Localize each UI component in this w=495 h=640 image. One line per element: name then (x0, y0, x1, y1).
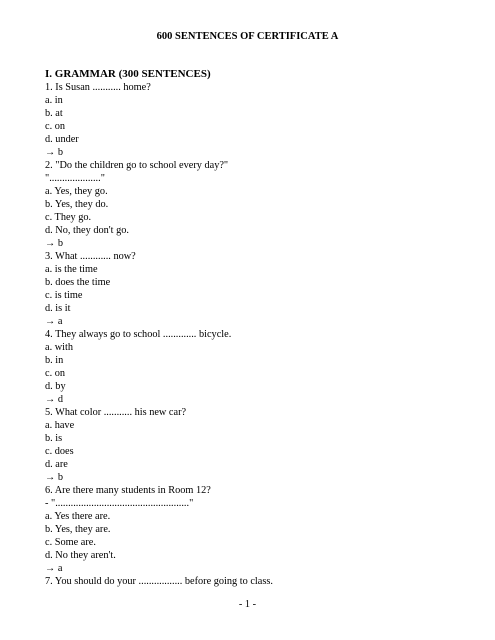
text-line: c. on (45, 121, 66, 132)
text-line: b. at (45, 108, 63, 119)
text-line: 1. Is Susan ........... home? (45, 82, 151, 93)
text-line: c. on (45, 368, 66, 379)
text-line: 7. You should do your ................. before going to class. (45, 576, 273, 587)
text-line: b. Yes, they are. (45, 524, 111, 535)
text-line: b. Yes, they do. (45, 199, 109, 210)
text-line: → b (45, 147, 64, 158)
text-line: 6. Are there many students in Room 12? (45, 485, 211, 496)
text-line: → a (45, 316, 63, 327)
text-line: "...................." (45, 173, 105, 184)
text-line: → b (45, 238, 64, 249)
text-line: a. Yes there are. (45, 511, 111, 522)
text-line: c. Some are. (45, 537, 96, 548)
text-line: b. does the time (45, 277, 111, 288)
text-line: - "...................................................." (45, 498, 194, 509)
text-line: 5. What color ........... his new car? (45, 407, 187, 418)
text-line: 3. What ............ now? (45, 251, 136, 262)
text-line: a. have (45, 420, 75, 431)
text-line: c. They go. (45, 212, 92, 223)
text-line: → b (45, 472, 64, 483)
text-line: d. under (45, 134, 79, 145)
text-line: a. with (45, 342, 74, 353)
question-list (45, 81, 465, 588)
text-line: a. is the time (45, 264, 98, 275)
text-line: 2. "Do the children go to school every day?" (45, 160, 229, 171)
section-heading: I. GRAMMAR (300 SENTENCES) (45, 68, 211, 80)
text-line: a. Yes, they go. (45, 186, 108, 197)
text-line: b. is (45, 433, 63, 444)
text-line: d. are (45, 459, 68, 470)
text-line: d. is it (45, 303, 71, 314)
text-line: b. in (45, 355, 64, 366)
text-line: c. does (45, 446, 74, 457)
document-body (45, 68, 465, 588)
text-line: c. is time (45, 290, 83, 301)
text-line: d. No, they don't go. (45, 225, 129, 236)
text-line: → d (45, 394, 64, 405)
document-title: 600 SENTENCES OF CERTIFICATE A (156, 31, 339, 42)
page-number: - 1 - (238, 599, 257, 610)
text-line: d. No they aren't. (45, 550, 116, 561)
text-line: a. in (45, 95, 63, 106)
text-line: → a (45, 563, 63, 574)
text-line: 4. They always go to school ............. bicycle. (45, 329, 232, 340)
text-line: d. by (45, 381, 66, 392)
